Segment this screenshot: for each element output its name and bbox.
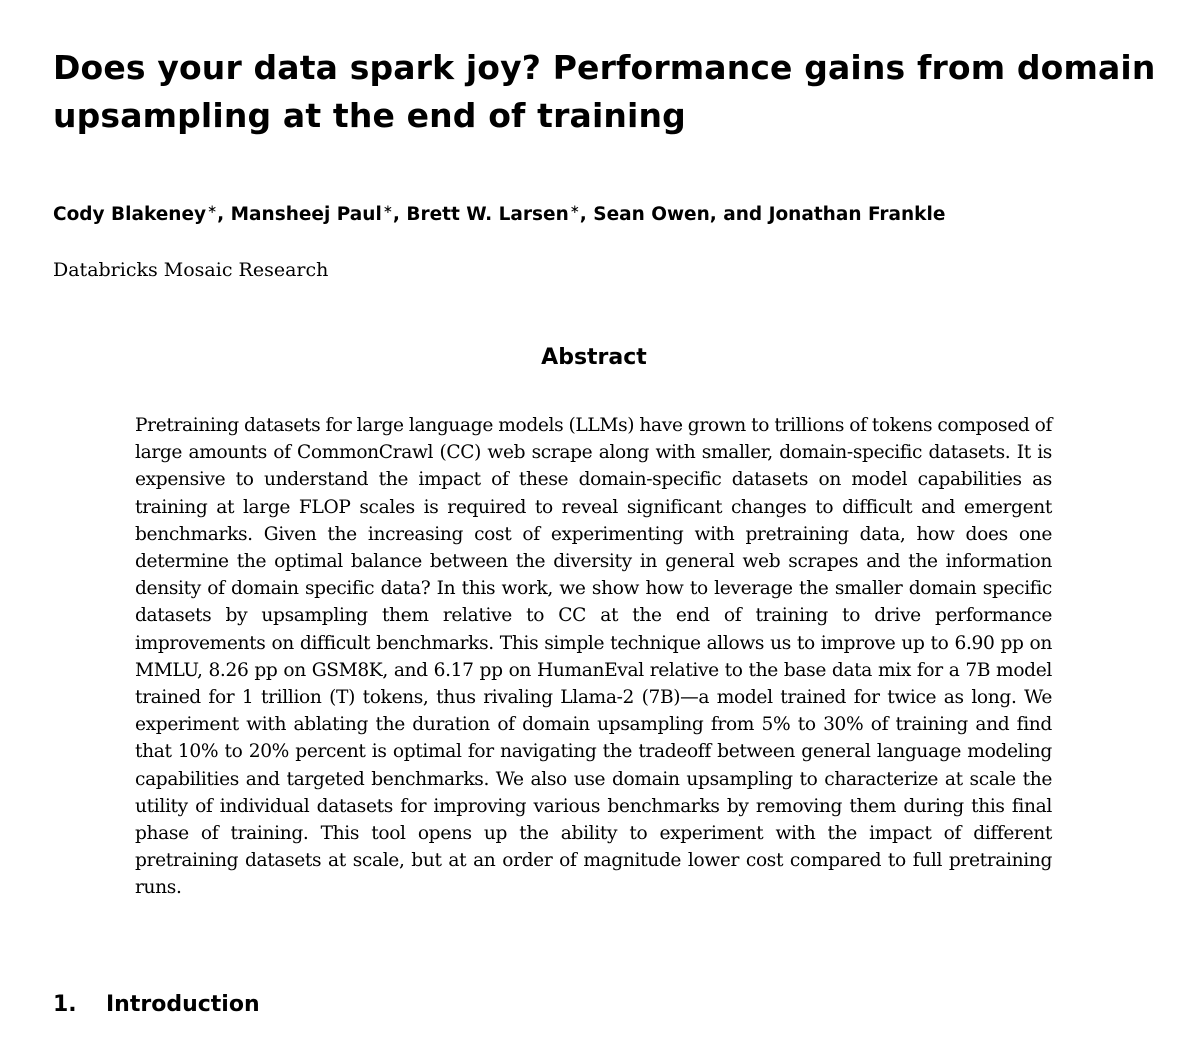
author-name: Mansheej Paul — [230, 204, 382, 225]
author-name: Cody Blakeney — [53, 204, 207, 225]
author-name: Brett W. Larsen — [406, 204, 569, 225]
author-list — [53, 202, 1163, 228]
section-title: Introduction — [106, 992, 260, 1017]
affiliation: Databricks Mosaic Research — [53, 259, 329, 281]
author-separator: , — [579, 204, 594, 225]
section-heading-introduction — [53, 990, 260, 1020]
author-separator: , — [392, 204, 407, 225]
equal-contribution-mark: ∗ — [207, 202, 218, 216]
equal-contribution-mark: ∗ — [382, 202, 393, 216]
section-number: 1. — [53, 992, 77, 1017]
author-name: Sean Owen — [593, 204, 710, 225]
paper-title: Does your data spark joy? Performance gains from domain upsampling at the end of training — [53, 48, 1156, 135]
author-separator: , and — [709, 204, 769, 225]
author-name: Jonathan Frankle — [768, 204, 946, 225]
abstract-heading: Abstract — [541, 345, 647, 370]
abstract-text: Pretraining datasets for large language models (LLMs) have grown to trillions of tokens composed of large amounts of CommonCrawl (CC) web scrape along with smaller, domain-specific datasets. It is expensive to understand the impact of these domain-specific datasets on model capabilities as training at large FLOP scales is required to reveal significant changes to difficult and emergent benchmarks. Given the increasing cost of experimenting with pretraining data, how does one determine the optimal balance between the diversity in general web scrapes and the information density of domain specific data? In this work, we show how to leverage the smaller domain specific datasets by upsampling them relative to CC at the end of training to drive performance improvements on difficult benchmarks. This simple technique allows us to improve up to 6.90 pp on MMLU, 8.26 pp on GSM8K, and 6.17 pp on HumanEval relative to the base data mix for a 7B model trained for 1 trillion (T) tokens, thus rivaling Llama-2 (7B)—a model trained for twice as long. We experiment with ablating the duration of domain upsampling from 5% to 30% of training and find that 10% to 20% percent is optimal for navigating the tradeoff between general language modeling capabilities and targeted benchmarks. We also use domain upsampling to characterize at scale the utility of individual datasets for improving various benchmarks by removing them during this final phase of training. This tool opens up the ability to experiment with the impact of different pretraining datasets at scale, but at an order of magnitude lower cost compared to full pretraining runs. — [135, 415, 1052, 899]
author-separator: , — [217, 204, 231, 225]
equal-contribution-mark: ∗ — [569, 202, 580, 216]
